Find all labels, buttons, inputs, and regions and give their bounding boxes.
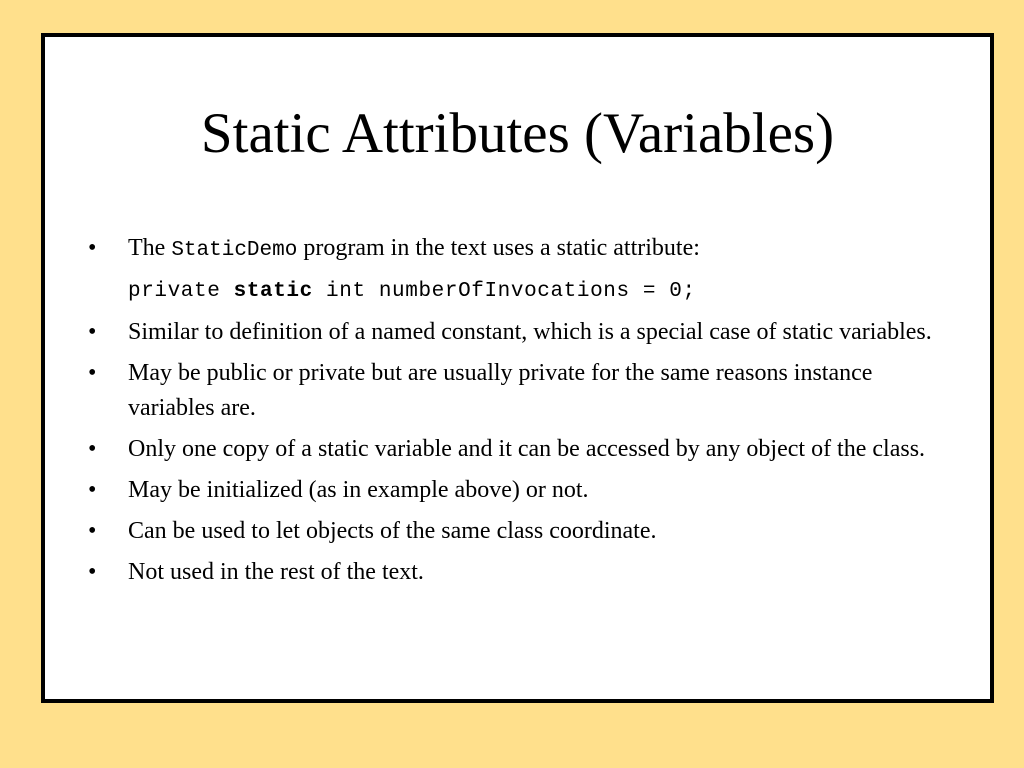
bullet-item-1 xyxy=(88,231,948,309)
bullet-item-6 xyxy=(88,514,948,549)
bullet-item-3 xyxy=(88,356,948,426)
bullet-item-7 xyxy=(88,555,948,590)
bullet-text-suffix: program in the text uses a static attribute: xyxy=(297,235,700,261)
bullet-text-prefix: The xyxy=(128,235,172,261)
bullet-marker: • xyxy=(88,559,97,585)
slide-title: Static Attributes (Variables) xyxy=(200,102,835,165)
class-name-code: StaticDemo xyxy=(171,239,298,262)
bullet-text: May be initialized (as in example above) or not. xyxy=(128,477,589,503)
bullet-text: Similar to definition of a named constant, which is a special case of static variables. xyxy=(128,319,932,345)
bullet-marker: • xyxy=(88,436,97,462)
bullet-list xyxy=(88,231,948,596)
bullet-marker: • xyxy=(88,235,97,261)
bullet-item-2 xyxy=(88,315,948,350)
bullet-text: Can be used to let objects of the same class coordinate. xyxy=(128,518,657,544)
bullet-text: May be public or private but are usually private for the same reasons instance variables are. xyxy=(128,360,873,421)
bullet-text: Only one copy of a static variable and it can be accessed by any object of the class. xyxy=(128,436,926,462)
bullet-marker: • xyxy=(88,477,97,503)
code-part-declaration: int numberOfInvocations = 0; xyxy=(312,280,696,303)
slide-panel xyxy=(41,33,994,703)
bullet-marker: • xyxy=(88,319,97,345)
code-keyword-static: static xyxy=(233,280,313,303)
bullet-marker: • xyxy=(88,518,97,544)
bullet-text: Not used in the rest of the text. xyxy=(128,559,424,585)
bullet-item-5 xyxy=(88,473,948,508)
bullet-marker: • xyxy=(88,360,97,386)
bullet-item-4 xyxy=(88,432,948,467)
code-example xyxy=(128,274,948,309)
code-part-private: private xyxy=(128,280,234,303)
